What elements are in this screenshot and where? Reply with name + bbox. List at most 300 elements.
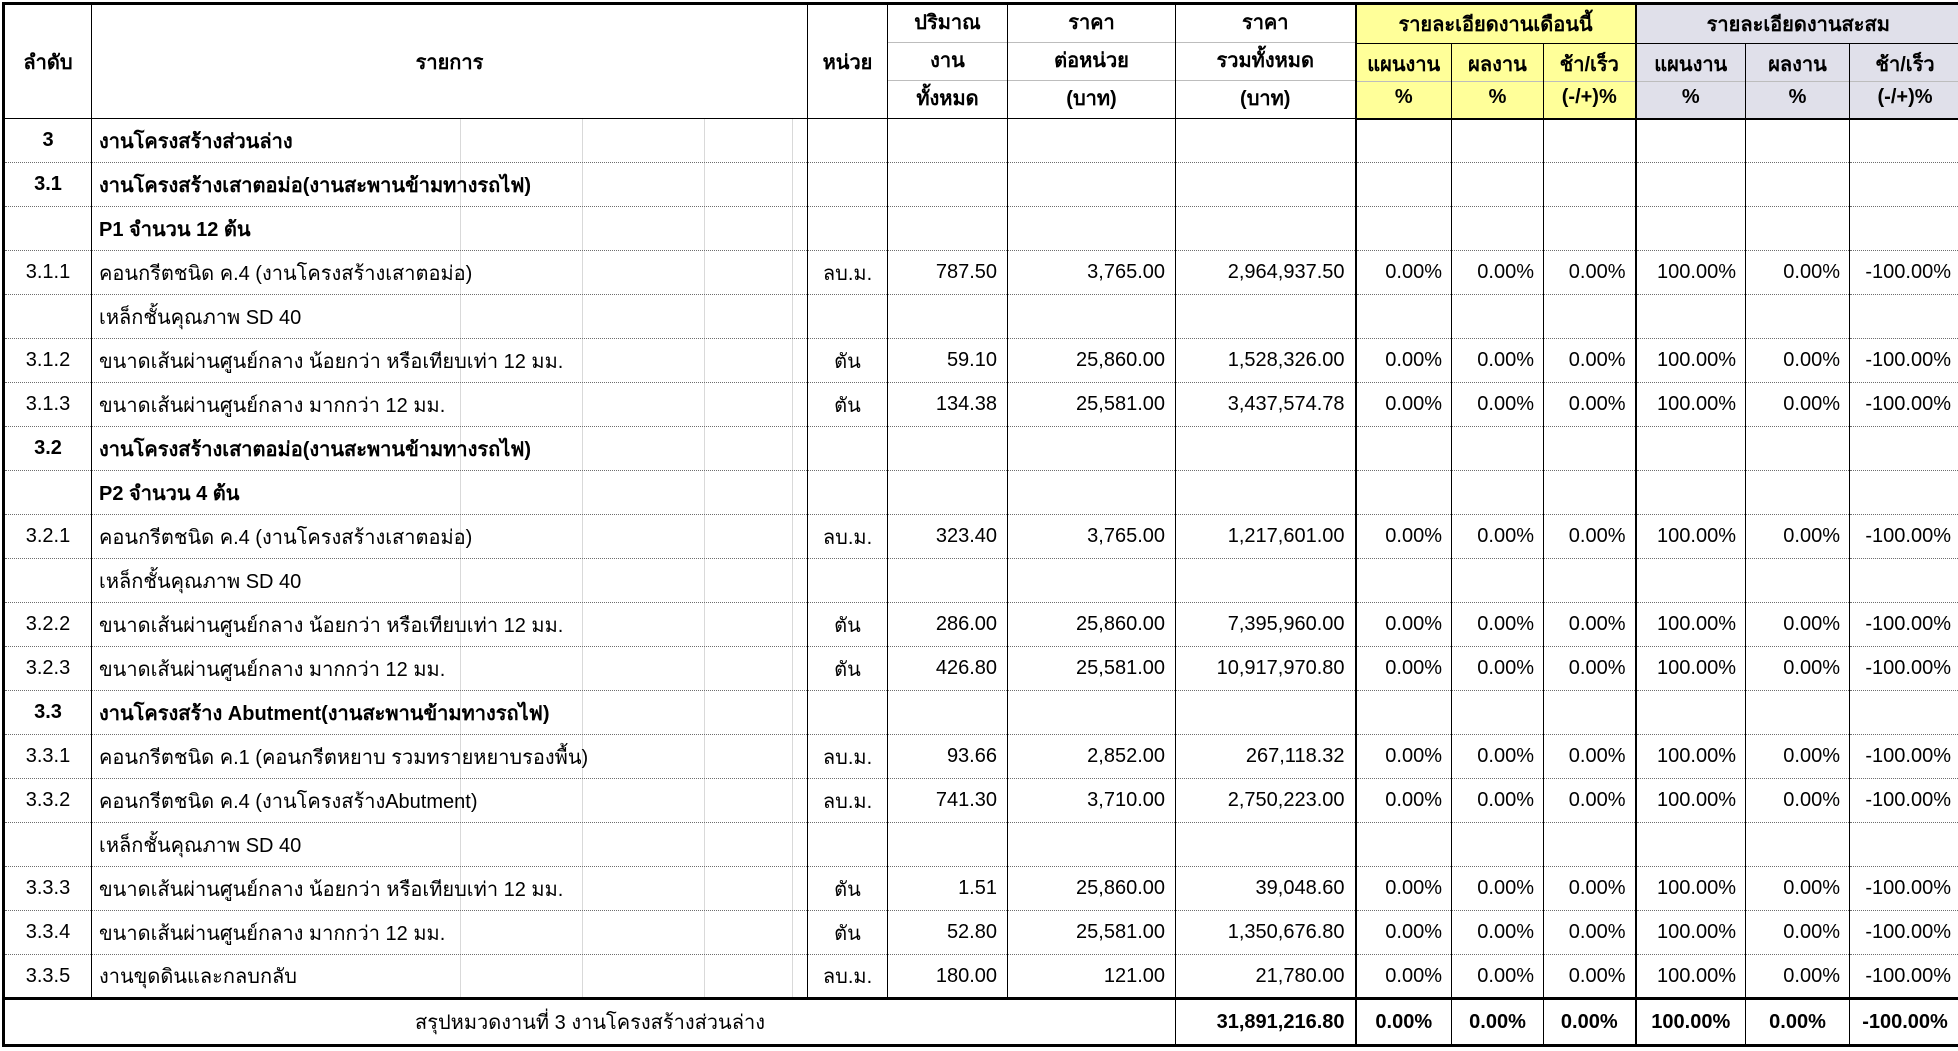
row-unit-cell: [808, 471, 888, 515]
row-description-cell: คอนกรีตชนิด ค.1 (คอนกรีตหยาบ รวมทรายหยาบรองพื้น): [92, 735, 808, 779]
row-number-cell: 3.3: [4, 691, 92, 735]
table-row: [4, 779, 1958, 823]
row-month-diff-cell: 0.00%: [1544, 383, 1636, 427]
row-cum-plan-cell: [1636, 427, 1746, 471]
header-cum-diff-pct: (-/+)%: [1850, 81, 1958, 116]
row-month-plan-cell: [1356, 471, 1452, 515]
row-quantity-cell: [888, 119, 1008, 163]
row-description-cell: ขนาดเส้นผ่านศูนย์กลาง น้อยกว่า หรือเทียบเท่า 12 มม.: [92, 603, 808, 647]
row-unit-cell: ตัน: [808, 603, 888, 647]
row-total-price-cell: 1,528,326.00: [1176, 339, 1356, 383]
row-number-cell: 3.1.2: [4, 339, 92, 383]
row-month-plan-cell: 0.00%: [1356, 383, 1452, 427]
row-cum-plan-cell: 100.00%: [1636, 515, 1746, 559]
row-cum-diff-cell: [1850, 559, 1958, 603]
row-cum-diff-cell: -100.00%: [1850, 339, 1958, 383]
row-unit-cell: [808, 295, 888, 339]
summary-cum-diff: -100.00%: [1850, 999, 1958, 1046]
row-month-actual-cell: 0.00%: [1452, 515, 1544, 559]
row-month-actual-cell: [1452, 471, 1544, 515]
row-unit-cell: ตัน: [808, 867, 888, 911]
table-row: [4, 295, 1958, 339]
row-cum-diff-cell: [1850, 295, 1958, 339]
row-cum-actual-cell: [1746, 691, 1850, 735]
row-unit-price-cell: [1008, 295, 1176, 339]
row-description-cell: เหล็กชั้นคุณภาพ SD 40: [92, 823, 808, 867]
row-month-actual-cell: 0.00%: [1452, 867, 1544, 911]
row-month-actual-cell: 0.00%: [1452, 251, 1544, 295]
row-description-cell: คอนกรีตชนิด ค.4 (งานโครงสร้างAbutment): [92, 779, 808, 823]
row-total-price-cell: 3,437,574.78: [1176, 383, 1356, 427]
row-month-diff-cell: [1544, 207, 1636, 251]
row-number-cell: [4, 823, 92, 867]
row-unit-cell: ตัน: [808, 383, 888, 427]
row-quantity-cell: 52.80: [888, 911, 1008, 955]
row-quantity-cell: [888, 471, 1008, 515]
row-number-cell: 3.3.2: [4, 779, 92, 823]
header-month-actual-label: ผลงาน: [1468, 54, 1527, 77]
row-cum-actual-cell: [1746, 427, 1850, 471]
row-number-cell: 3.3.5: [4, 955, 92, 999]
row-total-price-cell: 2,964,937.50: [1176, 251, 1356, 295]
table-row: [4, 471, 1958, 515]
row-month-actual-cell: 0.00%: [1452, 383, 1544, 427]
row-cum-actual-cell: [1746, 163, 1850, 207]
row-quantity-cell: 286.00: [888, 603, 1008, 647]
row-unit-cell: ตัน: [808, 339, 888, 383]
row-unit-cell: [808, 823, 888, 867]
row-quantity-cell: 426.80: [888, 647, 1008, 691]
header-no: ลำดับ: [4, 4, 92, 119]
row-unit-price-cell: 3,710.00: [1008, 779, 1176, 823]
row-unit-cell: [808, 691, 888, 735]
row-cum-actual-cell: 0.00%: [1746, 955, 1850, 999]
row-month-diff-cell: [1544, 427, 1636, 471]
row-month-actual-cell: 0.00%: [1452, 955, 1544, 999]
row-cum-plan-cell: 100.00%: [1636, 955, 1746, 999]
row-number-cell: 3: [4, 119, 92, 163]
row-total-price-cell: [1176, 427, 1356, 471]
row-quantity-cell: [888, 163, 1008, 207]
table-header: [4, 4, 1958, 119]
header-total-price-line1: ราคา: [1241, 12, 1289, 34]
table-row: [4, 955, 1958, 999]
header-month-plan: [1356, 44, 1452, 119]
row-month-plan-cell: [1356, 823, 1452, 867]
row-month-actual-cell: [1452, 207, 1544, 251]
row-month-diff-cell: 0.00%: [1544, 339, 1636, 383]
row-month-actual-cell: [1452, 691, 1544, 735]
row-quantity-cell: [888, 823, 1008, 867]
row-unit-price-cell: 25,581.00: [1008, 647, 1176, 691]
row-total-price-cell: 7,395,960.00: [1176, 603, 1356, 647]
summary-cum-actual: 0.00%: [1746, 999, 1850, 1046]
row-cum-plan-cell: [1636, 163, 1746, 207]
row-unit-cell: [808, 427, 888, 471]
row-unit-price-cell: [1008, 691, 1176, 735]
header-group-cumulative: รายละเอียดงานสะสม: [1636, 4, 1958, 44]
row-description-cell: งานโครงสร้างเสาตอม่อ(งานสะพานข้ามทางรถไฟ): [92, 427, 808, 471]
row-unit-cell: [808, 207, 888, 251]
row-number-cell: [4, 471, 92, 515]
header-month-diff: [1544, 44, 1636, 119]
row-unit-price-cell: 121.00: [1008, 955, 1176, 999]
row-month-diff-cell: 0.00%: [1544, 251, 1636, 295]
row-total-price-cell: [1176, 295, 1356, 339]
row-unit-price-cell: [1008, 207, 1176, 251]
row-month-diff-cell: 0.00%: [1544, 779, 1636, 823]
row-number-cell: 3.1: [4, 163, 92, 207]
row-month-plan-cell: 0.00%: [1356, 867, 1452, 911]
row-month-plan-cell: 0.00%: [1356, 251, 1452, 295]
row-month-actual-cell: [1452, 163, 1544, 207]
header-cum-actual: [1746, 44, 1850, 119]
row-cum-actual-cell: 0.00%: [1746, 735, 1850, 779]
table-row: [4, 427, 1958, 471]
summary-cum-plan: 100.00%: [1636, 999, 1746, 1046]
row-description-cell: P1 จำนวน 12 ต้น: [92, 207, 808, 251]
summary-total-price: 31,891,216.80: [1176, 999, 1356, 1046]
header-month-actual-pct: %: [1452, 81, 1543, 116]
row-month-diff-cell: [1544, 823, 1636, 867]
row-total-price-cell: 10,917,970.80: [1176, 647, 1356, 691]
summary-month-plan: 0.00%: [1356, 999, 1452, 1046]
row-month-diff-cell: 0.00%: [1544, 955, 1636, 999]
row-cum-diff-cell: [1850, 207, 1958, 251]
row-cum-plan-cell: [1636, 471, 1746, 515]
header-cum-plan-label: แผนงาน: [1654, 54, 1728, 77]
row-unit-price-cell: 2,852.00: [1008, 735, 1176, 779]
row-cum-diff-cell: -100.00%: [1850, 251, 1958, 295]
table-row: [4, 559, 1958, 603]
header-unit-price-line3: (บาท): [1008, 80, 1175, 118]
row-cum-diff-cell: [1850, 823, 1958, 867]
row-cum-plan-cell: [1636, 823, 1746, 867]
row-cum-plan-cell: [1636, 559, 1746, 603]
row-number-cell: [4, 295, 92, 339]
header-cum-actual-pct: %: [1746, 81, 1849, 116]
row-cum-diff-cell: [1850, 691, 1958, 735]
row-cum-diff-cell: [1850, 471, 1958, 515]
row-month-plan-cell: [1356, 119, 1452, 163]
row-description-cell: เหล็กชั้นคุณภาพ SD 40: [92, 295, 808, 339]
row-month-plan-cell: [1356, 691, 1452, 735]
header-cum-plan-pct: %: [1637, 81, 1746, 116]
row-cum-plan-cell: 100.00%: [1636, 911, 1746, 955]
row-unit-price-cell: [1008, 823, 1176, 867]
row-cum-actual-cell: [1746, 207, 1850, 251]
row-cum-plan-cell: [1636, 207, 1746, 251]
row-month-diff-cell: 0.00%: [1544, 735, 1636, 779]
header-month-diff-label: ช้า/เร็ว: [1559, 54, 1619, 77]
row-cum-plan-cell: 100.00%: [1636, 867, 1746, 911]
row-quantity-cell: [888, 427, 1008, 471]
row-total-price-cell: [1176, 119, 1356, 163]
row-description-cell: คอนกรีตชนิด ค.4 (งานโครงสร้างเสาตอม่อ): [92, 251, 808, 295]
row-month-diff-cell: [1544, 295, 1636, 339]
header-cum-actual-label: ผลงาน: [1768, 54, 1827, 77]
row-month-diff-cell: 0.00%: [1544, 911, 1636, 955]
row-cum-plan-cell: 100.00%: [1636, 735, 1746, 779]
row-month-actual-cell: 0.00%: [1452, 603, 1544, 647]
row-unit-cell: ลบ.ม.: [808, 779, 888, 823]
row-number-cell: 3.2.1: [4, 515, 92, 559]
header-quantity-line3: ทั้งหมด: [888, 80, 1007, 118]
row-cum-actual-cell: [1746, 295, 1850, 339]
row-month-plan-cell: 0.00%: [1356, 779, 1452, 823]
table-row: [4, 691, 1958, 735]
row-cum-plan-cell: 100.00%: [1636, 779, 1746, 823]
row-unit-cell: [808, 163, 888, 207]
row-month-diff-cell: [1544, 691, 1636, 735]
row-month-plan-cell: 0.00%: [1356, 911, 1452, 955]
row-description-cell: งานโครงสร้างเสาตอม่อ(งานสะพานข้ามทางรถไฟ): [92, 163, 808, 207]
row-number-cell: 3.3.4: [4, 911, 92, 955]
header-unit-price-line1: ราคา: [1068, 12, 1115, 34]
row-unit-price-cell: 25,581.00: [1008, 383, 1176, 427]
row-month-actual-cell: 0.00%: [1452, 911, 1544, 955]
row-total-price-cell: 2,750,223.00: [1176, 779, 1356, 823]
header-total-price-line2: รวมทั้งหมด: [1176, 42, 1355, 80]
row-cum-diff-cell: -100.00%: [1850, 911, 1958, 955]
row-cum-actual-cell: 0.00%: [1746, 515, 1850, 559]
row-cum-actual-cell: [1746, 823, 1850, 867]
row-description-cell: งานโครงสร้าง Abutment(งานสะพานข้ามทางรถไฟ): [92, 691, 808, 735]
row-total-price-cell: [1176, 691, 1356, 735]
row-unit-cell: [808, 119, 888, 163]
row-number-cell: 3.3.1: [4, 735, 92, 779]
row-cum-diff-cell: -100.00%: [1850, 647, 1958, 691]
row-cum-plan-cell: [1636, 119, 1746, 163]
row-quantity-cell: [888, 207, 1008, 251]
row-unit-cell: ตัน: [808, 911, 888, 955]
row-quantity-cell: 93.66: [888, 735, 1008, 779]
row-number-cell: 3.1.3: [4, 383, 92, 427]
summary-label: สรุปหมวดงานที่ 3 งานโครงสร้างส่วนล่าง: [4, 999, 1176, 1046]
row-cum-diff-cell: -100.00%: [1850, 955, 1958, 999]
row-unit-price-cell: 25,581.00: [1008, 911, 1176, 955]
row-cum-actual-cell: [1746, 559, 1850, 603]
row-cum-diff-cell: -100.00%: [1850, 779, 1958, 823]
row-quantity-cell: 787.50: [888, 251, 1008, 295]
row-total-price-cell: 1,217,601.00: [1176, 515, 1356, 559]
row-month-diff-cell: 0.00%: [1544, 515, 1636, 559]
row-description-cell: ขนาดเส้นผ่านศูนย์กลาง น้อยกว่า หรือเทียบเท่า 12 มม.: [92, 339, 808, 383]
row-month-actual-cell: 0.00%: [1452, 647, 1544, 691]
row-cum-diff-cell: -100.00%: [1850, 515, 1958, 559]
row-total-price-cell: [1176, 207, 1356, 251]
row-unit-price-cell: [1008, 559, 1176, 603]
progress-table: [2, 2, 1958, 1047]
row-month-plan-cell: [1356, 427, 1452, 471]
table-row: [4, 119, 1958, 163]
row-month-plan-cell: 0.00%: [1356, 515, 1452, 559]
row-quantity-cell: 134.38: [888, 383, 1008, 427]
row-month-diff-cell: [1544, 471, 1636, 515]
header-month-plan-pct: %: [1357, 81, 1452, 116]
row-unit-price-cell: [1008, 119, 1176, 163]
row-month-plan-cell: 0.00%: [1356, 339, 1452, 383]
header-total-price-line3: (บาท): [1176, 80, 1355, 118]
row-cum-actual-cell: 0.00%: [1746, 647, 1850, 691]
table-row: [4, 911, 1958, 955]
row-month-diff-cell: [1544, 163, 1636, 207]
header-quantity-line1: ปริมาณ: [914, 12, 981, 34]
table-row: [4, 339, 1958, 383]
row-unit-price-cell: 25,860.00: [1008, 603, 1176, 647]
row-total-price-cell: [1176, 823, 1356, 867]
row-unit-cell: ลบ.ม.: [808, 515, 888, 559]
row-unit-cell: ลบ.ม.: [808, 251, 888, 295]
row-number-cell: 3.1.1: [4, 251, 92, 295]
row-unit-cell: [808, 559, 888, 603]
row-total-price-cell: 267,118.32: [1176, 735, 1356, 779]
summary-month-diff: 0.00%: [1544, 999, 1636, 1046]
row-month-diff-cell: 0.00%: [1544, 647, 1636, 691]
header-month-actual: [1452, 44, 1544, 119]
row-number-cell: 3.2.2: [4, 603, 92, 647]
table-row: [4, 163, 1958, 207]
row-month-plan-cell: 0.00%: [1356, 955, 1452, 999]
row-unit-cell: ตัน: [808, 647, 888, 691]
row-total-price-cell: [1176, 471, 1356, 515]
row-cum-actual-cell: 0.00%: [1746, 251, 1850, 295]
row-unit-price-cell: 25,860.00: [1008, 867, 1176, 911]
row-month-plan-cell: [1356, 295, 1452, 339]
table-row: [4, 383, 1958, 427]
row-total-price-cell: 21,780.00: [1176, 955, 1356, 999]
row-month-diff-cell: [1544, 559, 1636, 603]
row-cum-diff-cell: -100.00%: [1850, 867, 1958, 911]
row-month-actual-cell: 0.00%: [1452, 779, 1544, 823]
row-quantity-cell: 1.51: [888, 867, 1008, 911]
table-row: [4, 647, 1958, 691]
row-month-plan-cell: 0.00%: [1356, 735, 1452, 779]
row-description-cell: งานขุดดินและกลบกลับ: [92, 955, 808, 999]
table-row: [4, 251, 1958, 295]
row-unit-price-cell: [1008, 163, 1176, 207]
row-description-cell: งานโครงสร้างส่วนล่าง: [92, 119, 808, 163]
row-month-diff-cell: [1544, 119, 1636, 163]
row-cum-diff-cell: [1850, 119, 1958, 163]
row-unit-price-cell: [1008, 427, 1176, 471]
row-cum-diff-cell: [1850, 163, 1958, 207]
row-cum-diff-cell: -100.00%: [1850, 735, 1958, 779]
table-footer: [4, 999, 1958, 1046]
header-quantity: [888, 4, 1008, 119]
row-cum-diff-cell: -100.00%: [1850, 603, 1958, 647]
header-month-plan-label: แผนงาน: [1367, 54, 1441, 77]
row-cum-plan-cell: [1636, 691, 1746, 735]
table-row: [4, 735, 1958, 779]
header-cum-diff: [1850, 44, 1958, 119]
row-quantity-cell: [888, 691, 1008, 735]
row-quantity-cell: 323.40: [888, 515, 1008, 559]
row-unit-price-cell: 3,765.00: [1008, 251, 1176, 295]
row-number-cell: 3.2.3: [4, 647, 92, 691]
row-quantity-cell: 741.30: [888, 779, 1008, 823]
row-cum-plan-cell: [1636, 295, 1746, 339]
row-cum-plan-cell: 100.00%: [1636, 251, 1746, 295]
row-cum-diff-cell: [1850, 427, 1958, 471]
row-month-actual-cell: 0.00%: [1452, 339, 1544, 383]
table-row: [4, 603, 1958, 647]
header-unit-price-line2: ต่อหน่วย: [1008, 42, 1175, 80]
row-cum-actual-cell: 0.00%: [1746, 383, 1850, 427]
table-body: [4, 119, 1958, 999]
header-unit: หน่วย: [808, 4, 888, 119]
row-month-actual-cell: 0.00%: [1452, 735, 1544, 779]
row-cum-plan-cell: 100.00%: [1636, 647, 1746, 691]
row-unit-cell: ลบ.ม.: [808, 955, 888, 999]
row-description-cell: P2 จำนวน 4 ต้น: [92, 471, 808, 515]
table-row: [4, 207, 1958, 251]
row-cum-plan-cell: 100.00%: [1636, 339, 1746, 383]
header-total-price: [1176, 4, 1356, 119]
row-month-plan-cell: [1356, 207, 1452, 251]
row-month-actual-cell: [1452, 559, 1544, 603]
row-description-cell: คอนกรีตชนิด ค.4 (งานโครงสร้างเสาตอม่อ): [92, 515, 808, 559]
row-cum-actual-cell: 0.00%: [1746, 339, 1850, 383]
row-total-price-cell: [1176, 559, 1356, 603]
row-month-plan-cell: [1356, 163, 1452, 207]
row-cum-actual-cell: 0.00%: [1746, 603, 1850, 647]
row-cum-diff-cell: -100.00%: [1850, 383, 1958, 427]
row-month-plan-cell: 0.00%: [1356, 647, 1452, 691]
row-description-cell: ขนาดเส้นผ่านศูนย์กลาง มากกว่า 12 มม.: [92, 647, 808, 691]
row-unit-price-cell: 3,765.00: [1008, 515, 1176, 559]
row-number-cell: [4, 559, 92, 603]
row-month-diff-cell: 0.00%: [1544, 603, 1636, 647]
header-quantity-line2: งาน: [888, 42, 1007, 80]
row-cum-plan-cell: 100.00%: [1636, 383, 1746, 427]
row-cum-actual-cell: [1746, 119, 1850, 163]
row-description-cell: เหล็กชั้นคุณภาพ SD 40: [92, 559, 808, 603]
row-cum-actual-cell: 0.00%: [1746, 911, 1850, 955]
header-month-diff-pct: (-/+)%: [1544, 81, 1635, 116]
row-unit-cell: ลบ.ม.: [808, 735, 888, 779]
header-cum-diff-label: ช้า/เร็ว: [1875, 54, 1935, 77]
row-description-cell: ขนาดเส้นผ่านศูนย์กลาง มากกว่า 12 มม.: [92, 911, 808, 955]
row-quantity-cell: [888, 559, 1008, 603]
row-cum-actual-cell: [1746, 471, 1850, 515]
table-row: [4, 867, 1958, 911]
table-row: [4, 823, 1958, 867]
header-item: รายการ: [92, 4, 808, 119]
row-total-price-cell: 1,350,676.80: [1176, 911, 1356, 955]
row-cum-plan-cell: 100.00%: [1636, 603, 1746, 647]
row-month-plan-cell: 0.00%: [1356, 603, 1452, 647]
row-description-cell: ขนาดเส้นผ่านศูนย์กลาง น้อยกว่า หรือเทียบเท่า 12 มม.: [92, 867, 808, 911]
row-unit-price-cell: 25,860.00: [1008, 339, 1176, 383]
row-number-cell: [4, 207, 92, 251]
row-quantity-cell: [888, 295, 1008, 339]
row-cum-actual-cell: 0.00%: [1746, 867, 1850, 911]
row-month-plan-cell: [1356, 559, 1452, 603]
header-group-month: รายละเอียดงานเดือนนี้: [1356, 4, 1636, 44]
header-unit-price: [1008, 4, 1176, 119]
summary-month-actual: 0.00%: [1452, 999, 1544, 1046]
row-total-price-cell: 39,048.60: [1176, 867, 1356, 911]
header-cum-plan: [1636, 44, 1746, 119]
row-total-price-cell: [1176, 163, 1356, 207]
row-month-actual-cell: [1452, 119, 1544, 163]
row-description-cell: ขนาดเส้นผ่านศูนย์กลาง มากกว่า 12 มม.: [92, 383, 808, 427]
summary-row: [4, 999, 1958, 1046]
row-number-cell: 3.3.3: [4, 867, 92, 911]
row-month-actual-cell: [1452, 295, 1544, 339]
row-cum-actual-cell: 0.00%: [1746, 779, 1850, 823]
